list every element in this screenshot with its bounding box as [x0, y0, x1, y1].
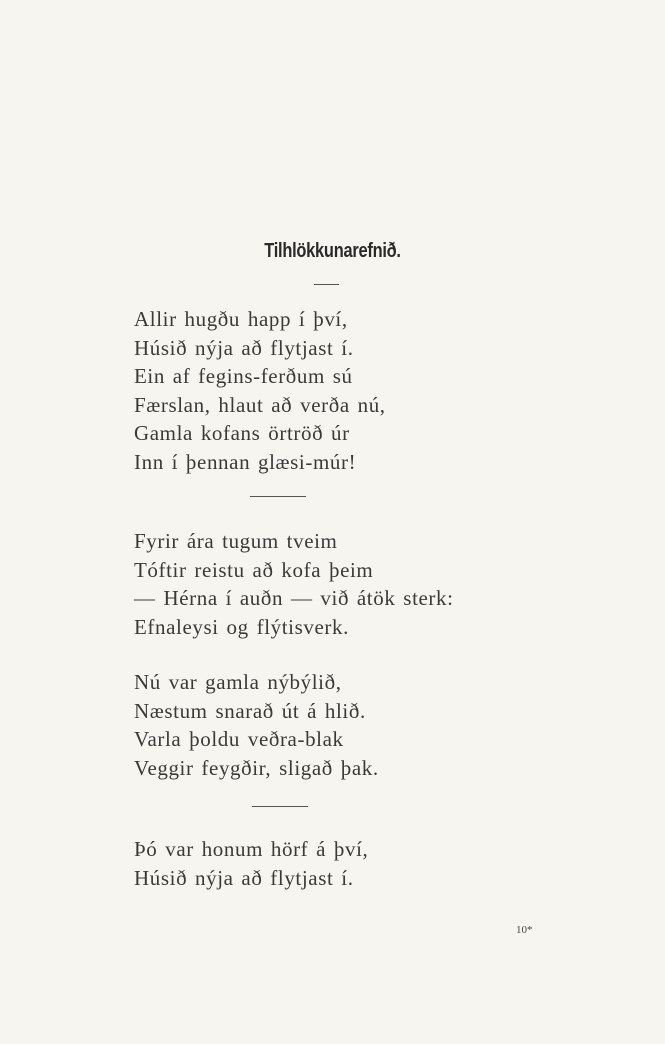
verse-line: Næstum snarað út á hlið.: [134, 698, 366, 723]
verse-line: Varla þoldu veðra-blak: [134, 727, 344, 751]
verse-line: Efnaleysi og flýtisverk.: [134, 614, 349, 639]
verse-line: Inn í þennan glæsi-múr!: [134, 449, 357, 474]
verse-line: Húsið nýja að flytjast í.: [134, 335, 354, 360]
stanza-2: [134, 527, 454, 641]
signature-mark: 10*: [516, 924, 533, 936]
poem-title: Tilhlökkunarefnið.: [264, 240, 401, 262]
section-divider: [250, 496, 306, 497]
verse-line: Færslan, hlaut að verða nú,: [134, 392, 386, 417]
verse-line: — Hérna í auðn — við átök sterk:: [134, 586, 454, 610]
stanza-4: [134, 835, 368, 892]
stanza-3: [134, 668, 379, 782]
verse-line: Þó var honum hörf á því,: [134, 837, 369, 861]
title-rule: [314, 284, 339, 285]
verse-line: Gamla kofans örtröð úr: [134, 421, 350, 445]
verse-line: Tóftir reistu að kofa þeim: [134, 557, 374, 582]
verse-line: Allir hugðu happ í því,: [134, 307, 348, 331]
section-divider: [252, 806, 308, 807]
verse-line: Ein af fegins-ferðum sú: [134, 364, 353, 388]
verse-line: Nú var gamla nýbýlið,: [134, 670, 342, 694]
verse-line: Fyrir ára tugum tveim: [134, 529, 338, 553]
stanza-1: [134, 305, 386, 476]
verse-line: Húsið nýja að flytjast í.: [134, 865, 354, 890]
verse-line: Veggir feygðir, sligað þak.: [134, 755, 379, 780]
